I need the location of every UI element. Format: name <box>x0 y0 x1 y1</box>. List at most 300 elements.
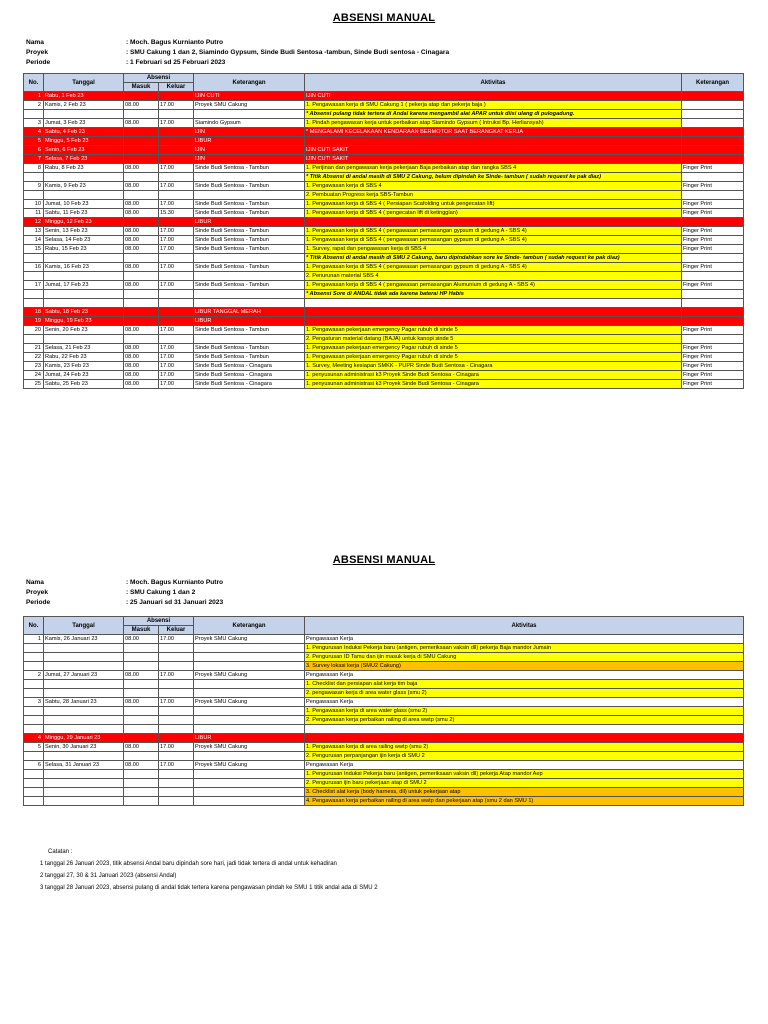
cell-keterangan <box>194 191 305 200</box>
table-row <box>24 191 744 200</box>
cell-no: 10 <box>24 200 44 209</box>
cell-keterangan-2: Finger Print <box>682 263 744 272</box>
cell-aktivitas <box>305 308 682 317</box>
cell-aktivitas <box>305 734 744 743</box>
cell-keterangan-2 <box>682 173 744 182</box>
cell-keluar <box>159 335 194 344</box>
cell-no: 1 <box>24 92 44 101</box>
cell-date <box>44 770 124 779</box>
cell-keterangan: IJIN <box>194 146 305 155</box>
header-no: No. <box>24 617 44 635</box>
cell-date: Senin, 6 Feb 23 <box>44 146 124 155</box>
cell-keterangan <box>194 707 305 716</box>
cell-date: Senin, 20 Feb 23 <box>44 326 124 335</box>
cell-no: 4 <box>24 128 44 137</box>
cell-no <box>24 707 44 716</box>
cell-keluar <box>159 725 194 734</box>
cell-masuk <box>124 173 159 182</box>
cell-aktivitas: * Titik Absensi di andal masih di SMU 2 Cakung, belum dipindah ke Sinde- tambun ( sudah request ke pak diaz) <box>305 173 682 182</box>
table-row <box>24 353 744 362</box>
table-row <box>24 137 744 146</box>
cell-aktivitas: 1. Pengurusan Induksi Pekerja baru (antigen, pemeriksaan vaksin dll) pekerja Atap mandor Aep <box>305 770 744 779</box>
cell-no: 25 <box>24 380 44 389</box>
cell-keterangan-2: Finger Print <box>682 182 744 191</box>
cell-keluar: 17.00 <box>159 362 194 371</box>
cell-keluar <box>159 137 194 146</box>
cell-date: Jumat, 17 Feb 23 <box>44 281 124 290</box>
cell-keterangan: IJIN <box>194 155 305 164</box>
cell-keterangan-2: Finger Print <box>682 227 744 236</box>
cell-keluar <box>159 779 194 788</box>
cell-date: Selasa, 14 Feb 23 <box>44 236 124 245</box>
cell-keluar <box>159 716 194 725</box>
meta-nama: Nama : Moch. Bagus Kurnianto Putro <box>26 39 224 46</box>
cell-keterangan: Sinde Budi Sentosa - Tambun <box>194 326 305 335</box>
cell-aktivitas: 1. Pengawasan kerja di SMU Cakung 1 ( pekerja atap dan pekerja baja ) <box>305 101 682 110</box>
cell-keluar <box>159 191 194 200</box>
table-row <box>24 236 744 245</box>
table-row <box>24 128 744 137</box>
cell-no: 5 <box>24 137 44 146</box>
note-item: 2 tanggal 27, 30 & 31 Januari 2023 (absensi Andal) <box>40 873 177 879</box>
cell-masuk <box>124 128 159 137</box>
cell-keterangan: Sinde Budi Sentosa - Tambun <box>194 164 305 173</box>
cell-date: Sabtu, 28 Januari 23 <box>44 698 124 707</box>
cell-aktivitas: 1. Pengawasan kerja di SBS 4 ( Persiapan Scafolding untuk pengecatan lift) <box>305 200 682 209</box>
cell-aktivitas: 2. Pengurusan ID Tamu dan ijin masuk kerja di SMU Cakung <box>305 653 744 662</box>
cell-aktivitas: Pengawasan Kerja <box>305 671 744 680</box>
cell-keterangan <box>194 644 305 653</box>
note-item: 1 tanggal 26 Januari 2023, titik absensi Andal baru dipindah sore hari, jadi tidak tertera di andal untuk kehadiran <box>40 861 337 867</box>
table-row <box>24 761 744 770</box>
cell-date <box>44 110 124 119</box>
cell-masuk <box>124 788 159 797</box>
cell-keterangan <box>194 770 305 779</box>
cell-keterangan-2 <box>682 110 744 119</box>
table-row <box>24 281 744 290</box>
cell-no <box>24 644 44 653</box>
cell-date <box>44 680 124 689</box>
cell-date <box>44 689 124 698</box>
cell-keluar <box>159 146 194 155</box>
cell-aktivitas: 2. Pengurusan ijin baru pekerjaan atap di SMU 2 <box>305 779 744 788</box>
cell-no: 13 <box>24 227 44 236</box>
table-row <box>24 272 744 281</box>
cell-keluar: 17.00 <box>159 353 194 362</box>
cell-keterangan-2 <box>682 317 744 326</box>
cell-no <box>24 653 44 662</box>
cell-masuk: 08.00 <box>124 344 159 353</box>
cell-date: Rabu, 15 Feb 23 <box>44 245 124 254</box>
cell-keterangan <box>194 752 305 761</box>
table-row <box>24 779 744 788</box>
table-row <box>24 716 744 725</box>
cell-aktivitas: 1. Pindah pengawasan kerja untuk perbaikan atap Siamindo Gypsum ( Intruksi Bp. Herliansyah) <box>305 119 682 128</box>
cell-date: Sabtu, 18 Feb 23 <box>44 308 124 317</box>
cell-keluar: 17.00 <box>159 200 194 209</box>
cell-no <box>24 797 44 806</box>
cell-keterangan: Proyek SMU Cakung <box>194 101 305 110</box>
cell-no <box>24 680 44 689</box>
cell-no <box>24 290 44 299</box>
header-absensi: Absensi <box>124 74 194 83</box>
cell-date <box>44 644 124 653</box>
cell-keterangan-2: Finger Print <box>682 380 744 389</box>
cell-no <box>24 779 44 788</box>
cell-masuk <box>124 770 159 779</box>
cell-date: Sabtu, 25 Feb 23 <box>44 380 124 389</box>
cell-date <box>44 272 124 281</box>
cell-no: 15 <box>24 245 44 254</box>
table-row <box>24 752 744 761</box>
cell-masuk <box>124 272 159 281</box>
cell-keterangan <box>194 797 305 806</box>
cell-keterangan: Proyek SMU Cakung <box>194 743 305 752</box>
cell-masuk: 08.00 <box>124 761 159 770</box>
cell-keterangan: Sinde Budi Sentosa - Cinagara <box>194 380 305 389</box>
cell-masuk <box>124 299 159 308</box>
cell-keterangan: LIBUR <box>194 137 305 146</box>
cell-keluar <box>159 110 194 119</box>
cell-keterangan: IJIN <box>194 128 305 137</box>
cell-keterangan <box>194 662 305 671</box>
cell-date <box>44 254 124 263</box>
cell-keluar: 17.00 <box>159 698 194 707</box>
cell-date: Kamis, 26 Januari 23 <box>44 635 124 644</box>
cell-keluar <box>159 290 194 299</box>
cell-keterangan-2 <box>682 308 744 317</box>
cell-masuk: 08.00 <box>124 362 159 371</box>
cell-keterangan <box>194 779 305 788</box>
cell-masuk: 08.00 <box>124 371 159 380</box>
cell-keluar <box>159 734 194 743</box>
cell-keterangan <box>194 290 305 299</box>
cell-no <box>24 752 44 761</box>
cell-keterangan-2 <box>682 272 744 281</box>
table-row <box>24 119 744 128</box>
cell-keterangan: Sinde Budi Sentosa - Tambun <box>194 236 305 245</box>
cell-aktivitas: 3. Checklist alat kerja (body harness, dll) untuk pekerjaan atap <box>305 788 744 797</box>
cell-keterangan <box>194 689 305 698</box>
cell-masuk: 08.00 <box>124 353 159 362</box>
cell-aktivitas: * Titik Absensi di andal masih di SMU 2 Cakung, baru dipindahkan sore ke Sinde- tambun ( sudah request ke pak diaz) <box>305 254 682 263</box>
cell-keterangan: Sinde Budi Sentosa - Tambun <box>194 227 305 236</box>
cell-keluar <box>159 653 194 662</box>
cell-no <box>24 662 44 671</box>
header-keterangan: Keterangan <box>194 74 305 92</box>
cell-masuk <box>124 734 159 743</box>
notes <box>40 846 378 894</box>
cell-date <box>44 752 124 761</box>
cell-masuk: 08.00 <box>124 380 159 389</box>
cell-no: 7 <box>24 155 44 164</box>
cell-date: Kamis, 2 Feb 23 <box>44 101 124 110</box>
cell-keterangan: Proyek SMU Cakung <box>194 761 305 770</box>
cell-masuk: 08.00 <box>124 209 159 218</box>
cell-keluar: 17.00 <box>159 761 194 770</box>
cell-no <box>24 788 44 797</box>
cell-keterangan-2: Finger Print <box>682 164 744 173</box>
section-1-meta <box>26 38 449 68</box>
cell-keluar <box>159 254 194 263</box>
cell-date: Minggu, 19 Feb 23 <box>44 317 124 326</box>
cell-no: 5 <box>24 743 44 752</box>
cell-masuk <box>124 317 159 326</box>
cell-date <box>44 788 124 797</box>
header-masuk: Masuk <box>124 626 159 635</box>
cell-masuk <box>124 146 159 155</box>
cell-date <box>44 662 124 671</box>
cell-aktivitas: * Absensi Sore di ANDAL tidak ada karena baterai HP Habis <box>305 290 682 299</box>
cell-masuk: 08.00 <box>124 326 159 335</box>
cell-aktivitas: IJIN CUTI SAKIT <box>305 146 682 155</box>
cell-masuk <box>124 308 159 317</box>
table-row <box>24 734 744 743</box>
header-aktivitas: Aktivitas <box>305 617 744 635</box>
cell-masuk <box>124 290 159 299</box>
cell-date: Kamis, 9 Feb 23 <box>44 182 124 191</box>
cell-keterangan: Siamindo Gypsum <box>194 119 305 128</box>
cell-masuk <box>124 716 159 725</box>
cell-keterangan <box>194 716 305 725</box>
cell-masuk <box>124 779 159 788</box>
cell-keterangan: IJIN CUTI <box>194 92 305 101</box>
cell-keterangan <box>194 173 305 182</box>
cell-no <box>24 110 44 119</box>
cell-aktivitas: 4. Pengawasan kerja perbaikan railing di area wwtp dan pekerjaan atap (smu 2 dan SMU 1) <box>305 797 744 806</box>
cell-aktivitas <box>305 317 682 326</box>
cell-aktivitas: * MENGALAMI KECELAKAAN KENDARAAN BERMOTOR SAAT BERANGKAT KERJA <box>305 128 682 137</box>
cell-keterangan: Sinde Budi Sentosa - Cinagara <box>194 362 305 371</box>
table-row <box>24 653 744 662</box>
table-row <box>24 209 744 218</box>
cell-masuk: 08.00 <box>124 281 159 290</box>
cell-masuk: 08.00 <box>124 200 159 209</box>
cell-date: Selasa, 31 Januari 23 <box>44 761 124 770</box>
cell-keterangan: LIBUR TANGGAL MERAH <box>194 308 305 317</box>
cell-keterangan: LIBUR <box>194 734 305 743</box>
header-masuk: Masuk <box>124 83 159 92</box>
cell-date: Rabu, 1 Feb 23 <box>44 92 124 101</box>
cell-masuk: 08.00 <box>124 236 159 245</box>
cell-date <box>44 779 124 788</box>
cell-masuk <box>124 653 159 662</box>
cell-keterangan-2: Finger Print <box>682 200 744 209</box>
attendance-table-february <box>23 73 744 389</box>
cell-masuk: 08.00 <box>124 671 159 680</box>
cell-date <box>44 707 124 716</box>
cell-keluar: 17.00 <box>159 371 194 380</box>
cell-keterangan-2 <box>682 155 744 164</box>
header-aktivitas: Aktivitas <box>305 74 682 92</box>
cell-no: 3 <box>24 698 44 707</box>
table-row <box>24 770 744 779</box>
cell-masuk: 08.00 <box>124 119 159 128</box>
table-row <box>24 344 744 353</box>
cell-aktivitas: 2. Pengaturan material datang (BAJA) untuk kanopi sinde 5 <box>305 335 682 344</box>
table-row <box>24 317 744 326</box>
cell-aktivitas: 2. pengawasan kerja di area water glass (smu 2) <box>305 689 744 698</box>
cell-masuk: 08.00 <box>124 101 159 110</box>
cell-date: Senin, 13 Feb 23 <box>44 227 124 236</box>
table-row <box>24 671 744 680</box>
table-row <box>24 689 744 698</box>
cell-keterangan-2: Finger Print <box>682 362 744 371</box>
cell-keluar <box>159 752 194 761</box>
cell-keluar: 17.00 <box>159 227 194 236</box>
table-row <box>24 743 744 752</box>
cell-no: 16 <box>24 263 44 272</box>
meta-periode: Periode : 25 Januari sd 31 Januari 2023 <box>26 599 224 606</box>
cell-date: Minggu, 29 Januari 23 <box>44 734 124 743</box>
cell-no <box>24 725 44 734</box>
cell-masuk <box>124 110 159 119</box>
section-1-title: ABSENSI MANUAL <box>332 12 436 24</box>
cell-no <box>24 716 44 725</box>
table-row <box>24 110 744 119</box>
cell-masuk <box>124 191 159 200</box>
cell-masuk <box>124 689 159 698</box>
table-row <box>24 788 744 797</box>
cell-no: 17 <box>24 281 44 290</box>
cell-date: Jumat, 10 Feb 23 <box>44 200 124 209</box>
cell-keterangan <box>194 272 305 281</box>
cell-date <box>44 290 124 299</box>
cell-keluar: 17.00 <box>159 635 194 644</box>
cell-date <box>44 653 124 662</box>
cell-date <box>44 299 124 308</box>
cell-keterangan: Sinde Budi Sentosa - Tambun <box>194 209 305 218</box>
cell-date: Jumat, 3 Feb 23 <box>44 119 124 128</box>
cell-aktivitas: 1. Checklist dan persiapan alat kerja tim baja <box>305 680 744 689</box>
cell-aktivitas: 1. Pengawasan kerja di SBS 4 <box>305 182 682 191</box>
cell-keterangan-2 <box>682 299 744 308</box>
table-row <box>24 263 744 272</box>
cell-keterangan-2 <box>682 218 744 227</box>
header-absensi: Absensi <box>124 617 194 626</box>
cell-no: 4 <box>24 734 44 743</box>
cell-no: 21 <box>24 344 44 353</box>
cell-no <box>24 770 44 779</box>
table-row <box>24 308 744 317</box>
cell-masuk <box>124 137 159 146</box>
meta-nama: Nama : Moch. Bagus Kurnianto Putro <box>26 579 224 586</box>
cell-masuk <box>124 218 159 227</box>
table-row <box>24 155 744 164</box>
cell-no <box>24 272 44 281</box>
cell-keterangan: Proyek SMU Cakung <box>194 635 305 644</box>
cell-aktivitas <box>305 299 682 308</box>
header-tanggal: Tanggal <box>44 617 124 635</box>
cell-date: Selasa, 21 Feb 23 <box>44 344 124 353</box>
table-row <box>24 380 744 389</box>
cell-date <box>44 191 124 200</box>
header-keterangan-2: Keterangan <box>682 74 744 92</box>
note-item: 3 tanggal 28 Januari 2023, absensi pulang di andal tidak tertera karena pengawasan pindah ke SMU 1 titik andal ada di SMU 2 <box>40 885 378 891</box>
cell-masuk: 08.00 <box>124 743 159 752</box>
cell-no <box>24 689 44 698</box>
cell-keterangan-2 <box>682 119 744 128</box>
cell-keluar <box>159 92 194 101</box>
cell-date: Rabu, 22 Feb 23 <box>44 353 124 362</box>
cell-keterangan <box>194 110 305 119</box>
cell-keluar <box>159 272 194 281</box>
cell-aktivitas: 1. penyusunan administrasi k3 Proyek Sinde Budi Sentosa - Cinagara <box>305 371 682 380</box>
cell-masuk <box>124 797 159 806</box>
cell-aktivitas: 1. Pengurusan Induksi Pekerja baru (antigen, pemeriksaan vaksin dll) pekerja Baja mandor Jumain <box>305 644 744 653</box>
cell-masuk <box>124 752 159 761</box>
cell-no: 23 <box>24 362 44 371</box>
cell-keluar <box>159 797 194 806</box>
cell-masuk <box>124 254 159 263</box>
cell-aktivitas: 2. Pembuatan Progress kerja SBS-Tambun <box>305 191 682 200</box>
cell-date <box>44 797 124 806</box>
cell-masuk: 08.00 <box>124 635 159 644</box>
cell-keluar: 17.00 <box>159 344 194 353</box>
cell-masuk <box>124 725 159 734</box>
cell-keterangan-2 <box>682 128 744 137</box>
cell-masuk <box>124 680 159 689</box>
cell-keterangan-2 <box>682 335 744 344</box>
cell-keluar <box>159 299 194 308</box>
table-row <box>24 146 744 155</box>
table-row <box>24 362 744 371</box>
cell-date: Selasa, 7 Feb 23 <box>44 155 124 164</box>
cell-keluar <box>159 218 194 227</box>
cell-aktivitas: 1. Pengawasan pekerjaan emergency Pagar rubuh di sinde 5 <box>305 326 682 335</box>
cell-masuk: 08.00 <box>124 698 159 707</box>
cell-keterangan: Sinde Budi Sentosa - Tambun <box>194 200 305 209</box>
cell-keluar: 17.00 <box>159 326 194 335</box>
cell-no: 19 <box>24 317 44 326</box>
cell-aktivitas: IJIN CUTI <box>305 92 682 101</box>
section-2-meta <box>26 578 223 608</box>
cell-date <box>44 173 124 182</box>
cell-aktivitas: 2. Pengawasan kerja perbaikan railing di area wwtp (smu 2) <box>305 716 744 725</box>
cell-no: 6 <box>24 146 44 155</box>
cell-keterangan-2 <box>682 191 744 200</box>
meta-proyek: Proyek : SMU Cakung 1 dan 2 <box>26 589 196 596</box>
header-no: No. <box>24 74 44 92</box>
cell-keluar: 17.00 <box>159 245 194 254</box>
table-row <box>24 245 744 254</box>
cell-keterangan: Sinde Budi Sentosa - Tambun <box>194 353 305 362</box>
cell-keterangan: Sinde Budi Sentosa - Tambun <box>194 245 305 254</box>
cell-aktivitas: Pengawasan Kerja <box>305 698 744 707</box>
attendance-table-january <box>23 616 744 806</box>
cell-no: 2 <box>24 671 44 680</box>
cell-keluar <box>159 707 194 716</box>
cell-date: Minggu, 5 Feb 23 <box>44 137 124 146</box>
cell-aktivitas <box>305 725 744 734</box>
table-row <box>24 698 744 707</box>
cell-keluar <box>159 680 194 689</box>
cell-keluar <box>159 317 194 326</box>
table-row <box>24 182 744 191</box>
meta-proyek: Proyek : SMU Cakung 1 dan 2, Siamindo Gypsum, Sinde Budi Sentosa -tambun, Sinde Budi sentosa - Cinagara <box>26 49 450 56</box>
cell-keluar <box>159 128 194 137</box>
cell-keluar <box>159 662 194 671</box>
table-row <box>24 335 744 344</box>
notes-title: Catatan : <box>48 849 73 855</box>
cell-aktivitas: 2. Penurunan material SBS 4 <box>305 272 682 281</box>
cell-keterangan-2 <box>682 137 744 146</box>
cell-keterangan <box>194 254 305 263</box>
cell-keterangan-2: Finger Print <box>682 326 744 335</box>
cell-masuk <box>124 662 159 671</box>
cell-keterangan <box>194 335 305 344</box>
cell-keterangan: Sinde Budi Sentosa - Cinagara <box>194 371 305 380</box>
